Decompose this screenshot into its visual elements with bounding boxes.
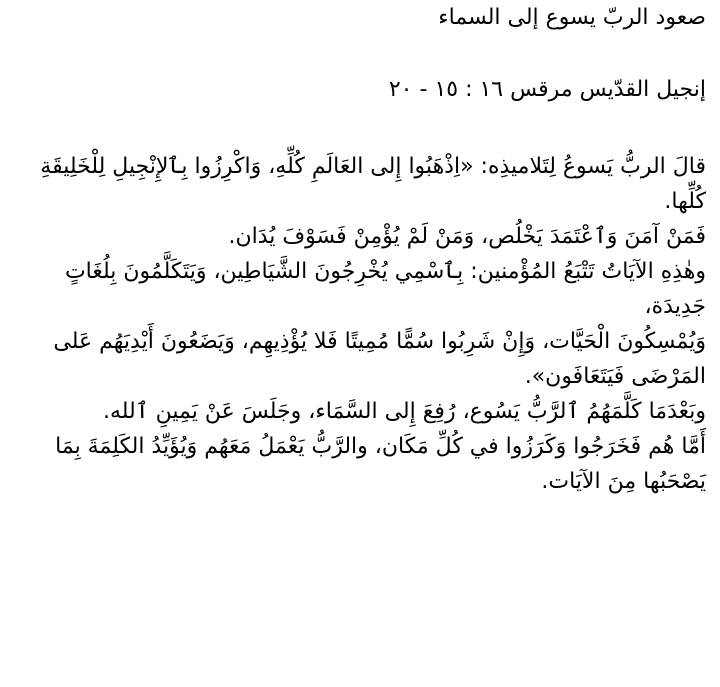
verse-16: فَمَنْ آمَنَ وَٱعْتَمَدَ يَخْلُص، وَمَنْ لَمْ يُؤْمِنْ فَسَوْفَ يُدَان. (228, 224, 706, 249)
verse-18: وَيُمْسِكُونَ الْحَيَّات، وَإِنْ شَرِبُوا سُمًّا مُمِيتًا فَلا يُؤْذِيهِم، وَيَضَعُونَ أَيْدِيَهُم عَلى المَرْضَى فَيَتَعَافَون». (53, 329, 706, 389)
gospel-passage (8, 149, 706, 499)
verse-19: وبَعْدَمَا كَلَّمَهُمُ ٱلرَّبُّ يَسُوع، رُفِعَ إِلى السَّمَاء، وجَلَسَ عَنْ يَمِينِ ٱلله. (102, 399, 706, 424)
verse-17: وهٰذِهِ الآيَاتُ تَتْبَعُ المُؤْمنين: بِٱسْمِي يُخْرِجُونَ الشَّيَاطِين، وَيَتَكَلَّمُونَ بِلُغَاتٍ جَدِيدَة، (64, 259, 706, 319)
verse-20: أَمَّا هُم فَخَرَجُوا وَكَرَزُوا في كُلِّ مَكَان، والرَّبُّ يَعْمَلُ مَعَهُم وَيُؤَيِّدُ الكَلِمَةَ بِمَا يَصْحَبُها مِنَ الآيَات. (55, 434, 706, 494)
verse-15: قالَ الربُّ يَسوعُ لِتَلاميذِه: «اِذْهَبُوا إِلى العَالَمِ كُلِّهِ، وَاكْرِزُوا بِٱلإِنْجِيلِ لِلْخَلِيقَةِ كُلِّها. (40, 154, 706, 214)
scripture-reference: إنجيل القدّيس مرقس ١٦ : ١٥ - ٢٠ (388, 77, 706, 102)
page-title: صعود الربّ يسوع إلى السماء (438, 5, 706, 30)
